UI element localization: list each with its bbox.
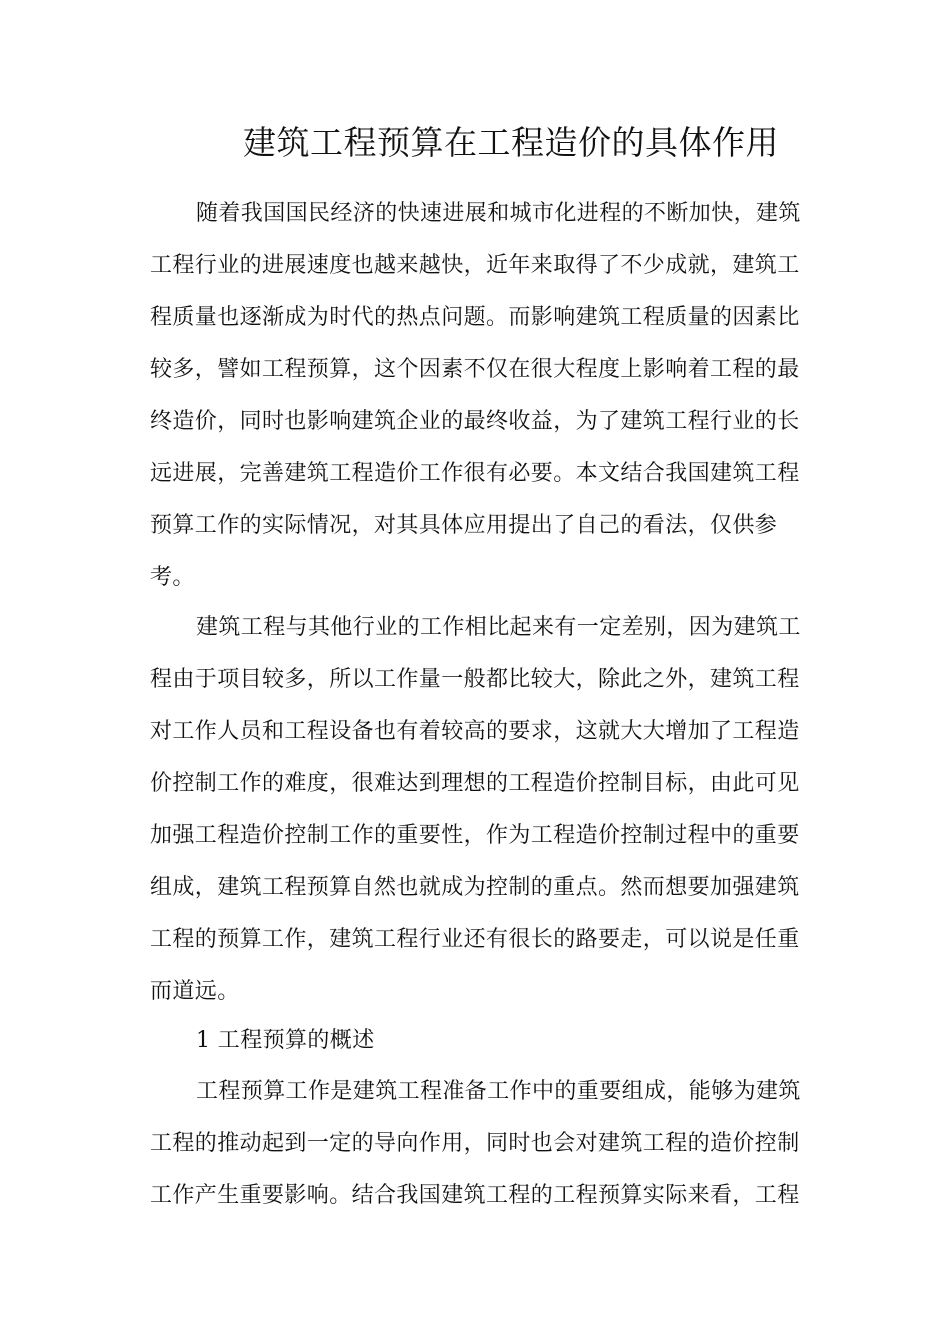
paragraph-line: 远进展，完善建筑工程造价工作很有必要。本文结合我国建筑工程 [150, 461, 800, 486]
paragraph-line: 随着我国国民经济的快速进展和城市化进程的不断加快，建筑 [196, 201, 801, 226]
paragraph-line: 考。 [150, 565, 195, 590]
paragraph-line: 工程行业的进展速度也越来越快，近年来取得了不少成就，建筑工 [150, 253, 800, 278]
paragraph-line: 工程的预算工作，建筑工程行业还有很长的路要走，可以说是任重 [150, 927, 800, 952]
paragraph-2 [150, 602, 810, 1018]
paragraph-line: 工程预算工作是建筑工程准备工作中的重要组成，能够为建筑 [196, 1079, 801, 1104]
section-heading-text: 1 工程预算的概述 [196, 1028, 375, 1053]
paragraph-line: 终造价，同时也影响建筑企业的最终收益，为了建筑工程行业的长 [150, 409, 800, 434]
paragraph-line: 预算工作的实际情况，对其具体应用提出了自己的看法，仅供参 [150, 513, 778, 538]
paragraph-line: 加强工程造价控制工作的重要性，作为工程造价控制过程中的重要 [150, 823, 800, 848]
paragraph-3 [150, 1066, 810, 1222]
paragraph-line: 组成，建筑工程预算自然也就成为控制的重点。然而想要加强建筑 [150, 875, 800, 900]
paragraph-line: 较多，譬如工程预算，这个因素不仅在很大程度上影响着工程的最 [150, 357, 800, 382]
document-title: 建筑工程预算在工程造价的具体作用 [243, 123, 779, 162]
paragraph-line: 程质量也逐渐成为时代的热点问题。而影响建筑工程质量的因素比 [150, 305, 800, 330]
section-heading [150, 1015, 810, 1067]
paragraph-line: 而道远。 [150, 979, 240, 1004]
paragraph-line: 工程的推动起到一定的导向作用，同时也会对建筑工程的造价控制 [150, 1131, 800, 1156]
paragraph-line: 工作产生重要影响。结合我国建筑工程的工程预算实际来看，工程 [150, 1183, 800, 1208]
paragraph-line: 价控制工作的难度，很难达到理想的工程造价控制目标，由此可见 [150, 771, 800, 796]
paragraph-line: 对工作人员和工程设备也有着较高的要求，这就大大增加了工程造 [150, 719, 800, 744]
paragraph-1 [150, 188, 810, 604]
paragraph-line: 建筑工程与其他行业的工作相比起来有一定差别，因为建筑工 [196, 615, 801, 640]
paragraph-line: 程由于项目较多，所以工作量一般都比较大，除此之外，建筑工程 [150, 667, 800, 692]
